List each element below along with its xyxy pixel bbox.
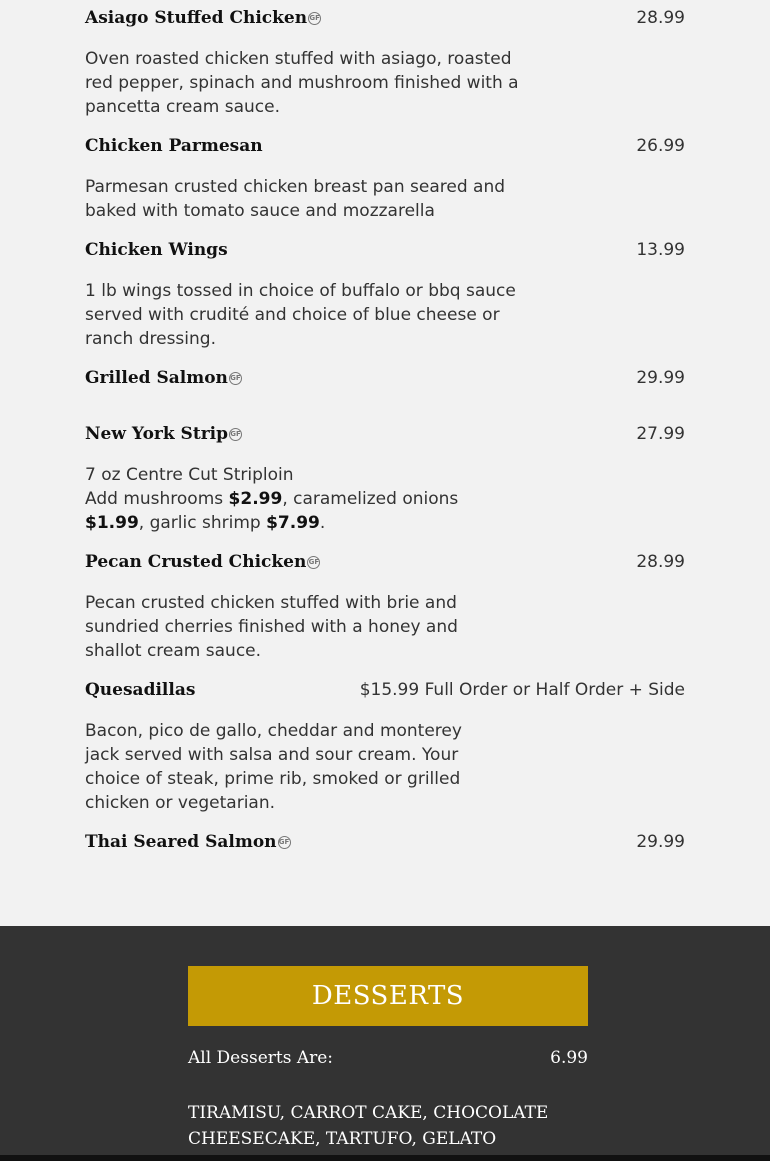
item-price: 13.99 xyxy=(636,240,685,260)
desserts-price: 6.99 xyxy=(550,1048,588,1068)
item-description: Oven roasted chicken stuffed with asiago, roasted red pepper, spinach and mushroom finished with a pancetta cream sauce. xyxy=(85,49,519,117)
item-description: 7 oz Centre Cut Striploin Add mushrooms $2.99, caramelized onions $1.99, garlic shrimp $7.99. xyxy=(85,465,459,533)
gluten-free-icon: GF xyxy=(278,836,291,849)
item-name: Thai Seared Salmon GF xyxy=(85,832,290,852)
item-name: New York Strip GF xyxy=(85,424,241,444)
menu-item-row xyxy=(85,552,685,572)
item-description: 1 lb wings tossed in choice of buffalo or bbq sauce served with crudité and choice of blue cheese or ranch dressing. xyxy=(85,281,516,349)
item-name: Chicken Parmesan xyxy=(85,136,263,156)
item-name: Quesadillas xyxy=(85,680,196,700)
item-price: $15.99 Full Order or Half Order + Side xyxy=(359,680,685,700)
desserts-price-row xyxy=(188,1048,588,1068)
item-name: Grilled Salmon GF xyxy=(85,368,241,388)
item-price: 27.99 xyxy=(636,424,685,444)
item-price: 29.99 xyxy=(636,832,685,852)
gluten-free-icon: GF xyxy=(229,372,242,385)
menu-item-row xyxy=(85,424,685,444)
desserts-list: TIRAMISU, CARROT CAKE, CHOCOLATE CHEESECAKE, TARTUFO, GELATO xyxy=(188,1103,549,1149)
item-description: Pecan crusted chicken stuffed with brie and sundried cherries finished with a honey and shallot cream sauce. xyxy=(85,593,458,661)
desserts-section xyxy=(0,926,770,1161)
gluten-free-icon: GF xyxy=(229,428,242,441)
item-name: Chicken Wings xyxy=(85,240,228,260)
item-name: Asiago Stuffed Chicken GF xyxy=(85,8,320,28)
desserts-header xyxy=(188,966,588,1026)
bottom-bar xyxy=(0,1155,770,1161)
menu-item-row xyxy=(85,832,685,852)
gluten-free-icon: GF xyxy=(307,556,320,569)
item-price: 28.99 xyxy=(636,552,685,572)
item-description: Parmesan crusted chicken breast pan seared and baked with tomato sauce and mozzarella xyxy=(85,177,506,221)
menu-item-row xyxy=(85,8,685,28)
menu-item-row xyxy=(85,368,685,388)
menu-item-row xyxy=(85,680,685,700)
item-price: 28.99 xyxy=(636,8,685,28)
gluten-free-icon: GF xyxy=(308,12,321,25)
item-description: Bacon, pico de gallo, cheddar and monterey jack served with salsa and sour cream. Your choice of steak, prime rib, smoked or grilled chicken or vegetarian. xyxy=(85,721,462,813)
menu-item-row xyxy=(85,136,685,156)
item-price: 26.99 xyxy=(636,136,685,156)
desserts-title: DESSERTS xyxy=(311,981,465,1011)
item-name: Pecan Crusted Chicken GF xyxy=(85,552,320,572)
item-price: 29.99 xyxy=(636,368,685,388)
menu-item-row xyxy=(85,240,685,260)
desserts-label: All Desserts Are: xyxy=(188,1048,334,1068)
